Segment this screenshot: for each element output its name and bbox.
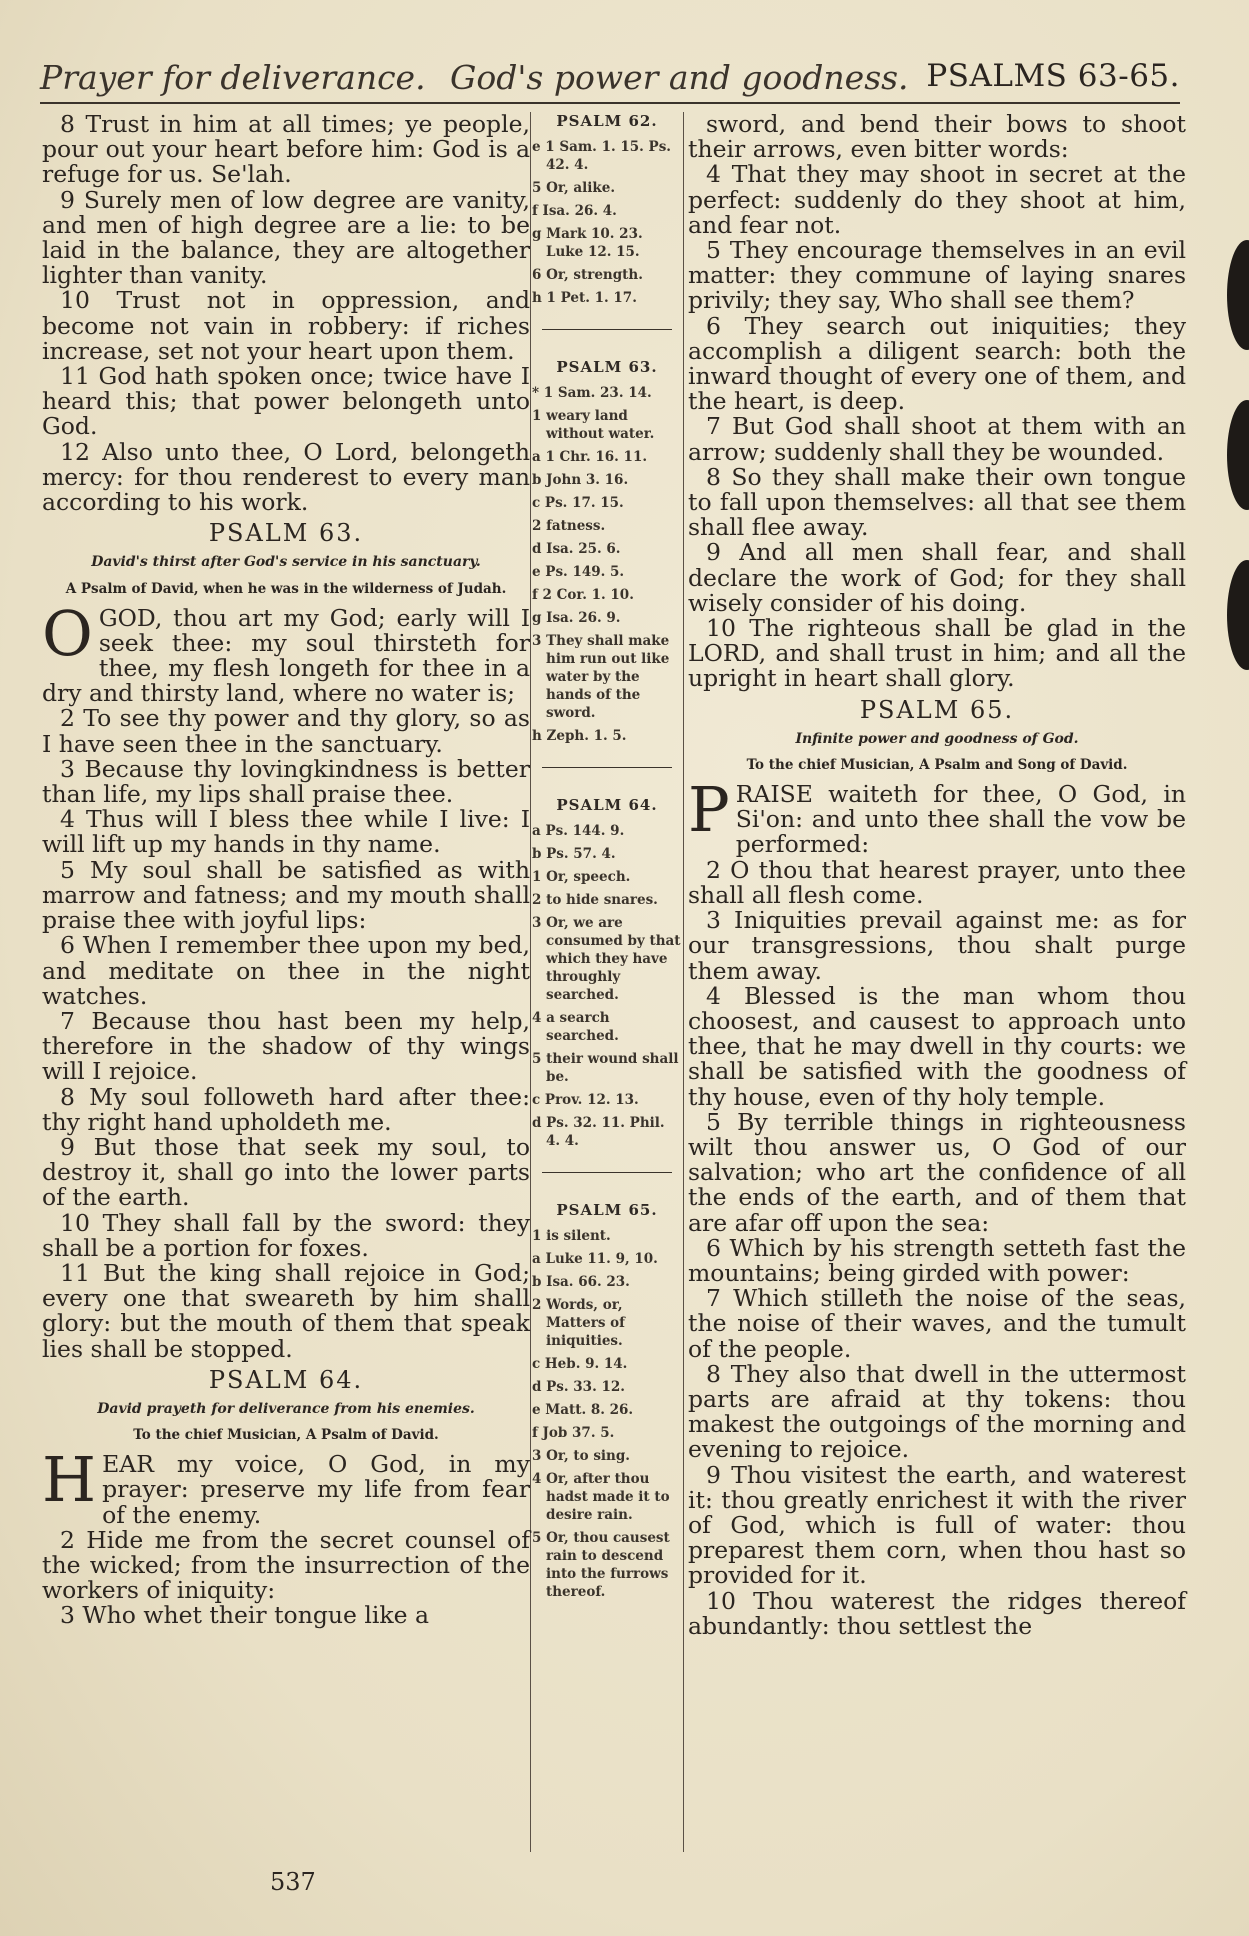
- verse: 5 My soul shall be satisfied as with marrow and fatness; and my mouth shall praise thee with joyful lips:: [42, 855, 530, 935]
- cross-reference: 6 Or, strength.: [532, 267, 643, 283]
- cross-reference: f Isa. 26. 4.: [532, 203, 617, 219]
- psalm64-verses-continued: [688, 112, 1186, 692]
- cross-reference: h Zeph. 1. 5.: [532, 728, 627, 744]
- verse: 4 Thus will I bless thee while I live: I will lift up my hands in thy name.: [42, 805, 530, 859]
- cross-reference: 2 to hide snares.: [532, 892, 658, 908]
- verse: 5 By terrible things in righteousness wilt thou answer us, O God of our salvation; who art the confidence of all the ends of the earth, and of them that are afar off upon the sea:: [688, 1107, 1186, 1237]
- thumb-index-tab[interactable]: [1227, 400, 1249, 510]
- cross-reference: a 1 Chr. 16. 11.: [532, 449, 648, 465]
- psalm64-verse-1: [42, 1443, 530, 1529]
- verse: 5 They encourage themselves in an evil matter: they commune of laying snares privily; they say, Who shall see them?: [688, 236, 1186, 315]
- cross-reference: b Isa. 66. 23.: [532, 1274, 630, 1290]
- verse: 3 Iniquities prevail against me: as for our transgressions, thou shalt purge them away.: [688, 906, 1186, 985]
- verse-text: GOD, thou art my God; early will I seek thee: my soul thirsteth for thee, my flesh longeth for thee in a dry and thirsty land, where no water is;: [42, 603, 530, 708]
- ref-divider: [542, 767, 672, 768]
- drop-cap: O: [42, 596, 93, 670]
- psalm65-title: PSALM 65.: [859, 695, 1015, 724]
- psalm65-verses: [688, 855, 1186, 1640]
- verse: 10 Thou waterest the ridges thereof abundantly: thou settlest the: [688, 1586, 1186, 1640]
- cross-reference: e Matt. 8. 26.: [532, 1402, 634, 1418]
- psalm64-title: PSALM 64.: [208, 1365, 364, 1394]
- verse: 3 Who whet their tongue like a: [60, 1601, 430, 1630]
- cross-reference: b John 3. 16.: [532, 472, 629, 488]
- cross-reference: 1 weary land without water.: [532, 408, 655, 442]
- verse: 10 They shall fall by the sword: they shall be a portion for foxes.: [42, 1208, 530, 1262]
- drop-cap: H: [42, 1443, 97, 1517]
- ref-divider: [542, 1172, 672, 1173]
- cross-reference: 4 Or, after thou hadst made it to desire rain.: [532, 1471, 670, 1523]
- psalm63-verse-1: [42, 596, 530, 708]
- ref-list: [532, 1227, 682, 1601]
- cross-reference: f 2 Cor. 1. 10.: [532, 587, 634, 603]
- psalm64-verses: [42, 1525, 530, 1630]
- verse: 8 My soul followeth hard after thee: thy right hand upholdeth me.: [42, 1082, 530, 1136]
- thumb-index-tab[interactable]: [1227, 560, 1249, 670]
- ref-psalm62-label: PSALM 62.: [556, 112, 658, 130]
- header-middle: God's power and goodness.: [450, 58, 909, 97]
- verse: sword, and bend their bows to shoot their arrows, even bitter words:: [688, 110, 1186, 164]
- cross-reference: * 1 Sam. 23. 14.: [532, 385, 652, 401]
- psalm63-title: PSALM 63.: [208, 519, 364, 548]
- verse: 9 Surely men of low degree are vanity, and men of high degree are a lie: to be laid in the balance, they are altogether lighter than vanity.: [42, 185, 530, 290]
- cross-reference: e 1 Sam. 1. 15. Ps. 42. 4.: [532, 139, 671, 173]
- verse: 2 To see thy power and thy glory, so as I have seen thee in the sanctuary.: [42, 704, 530, 758]
- verse: 10 The righteous shall be glad in the LORD, and shall trust in him; and all the upright in heart shall glory.: [688, 614, 1186, 693]
- column-divider: [683, 112, 684, 1852]
- cross-reference: 5 their wound shall be.: [532, 1051, 679, 1085]
- cross-reference: e Ps. 149. 5.: [532, 564, 625, 580]
- drop-cap: P: [688, 773, 730, 847]
- cross-reference: f Job 37. 5.: [532, 1425, 615, 1441]
- cross-reference: 2 fatness.: [532, 518, 606, 534]
- verse: 4 That they may shoot in secret at the perfect: suddenly do they shoot at him, and fear not.: [688, 160, 1186, 239]
- cross-reference: 5 Or, alike.: [532, 180, 616, 196]
- cross-reference: 3 Or, to sing.: [532, 1448, 631, 1464]
- verse: 3 Because thy lovingkindness is better than life, my lips shall praise thee.: [42, 754, 530, 809]
- cross-reference: d Ps. 33. 12.: [532, 1379, 625, 1395]
- ref-psalm63-label: PSALM 63.: [556, 358, 658, 376]
- cross-reference: g Isa. 26. 9.: [532, 610, 621, 626]
- verse: 7 Which stilleth the noise of the seas, the noise of their waves, and the tumult of the people.: [688, 1284, 1186, 1363]
- verse: 2 Hide me from the secret counsel of the wicked; from the insurrection of the workers of iniquity:: [42, 1525, 530, 1605]
- verse: 8 They also that dwell in the uttermost parts are afraid at thy tokens: thou makest the outgoings of the morning and evening to rejoice.: [688, 1359, 1186, 1464]
- psalm63-verses: [42, 706, 530, 1361]
- cross-reference: 1 is silent.: [532, 1228, 611, 1244]
- verse: 8 Trust in him at all times; ye people, pour out your heart before him: God is a refuge for us. Se'lah.: [42, 110, 530, 189]
- psalm64-superscription: To the chief Musician, A Psalm of David.: [133, 1427, 439, 1444]
- verse: 7 Because thou hast been my help, therefore in the shadow of thy wings will I rejoice.: [42, 1006, 530, 1086]
- left-text-column: [42, 112, 530, 1629]
- cross-reference: c Prov. 12. 13.: [532, 1092, 639, 1108]
- cross-reference-column: [532, 112, 682, 1852]
- psalm64-subtitle: David prayeth for deliverance from his enemies.: [97, 1400, 475, 1417]
- cross-reference: 2 Words, or, Matters of iniquities.: [532, 1297, 625, 1349]
- verse: 10 Trust not in oppression, and become not vain in robbery: if riches increase, set not your heart upon them.: [42, 286, 530, 365]
- psalm65-superscription: To the chief Musician, A Psalm and Song of David.: [746, 757, 1128, 774]
- header-rule: [40, 102, 1180, 104]
- cross-reference: 5 Or, thou causest rain to descend into the furrows thereof.: [532, 1530, 670, 1600]
- verse-text: RAISE waiteth for thee, O God, in Si'on: and unto thee shall the vow be performed:: [735, 780, 1186, 859]
- verse: 8 So they shall make their own tongue to fall upon themselves: all that see them shall flee away.: [688, 462, 1186, 542]
- psalm65-verse-1: [688, 773, 1186, 859]
- verse: 11 God hath spoken once; twice have I heard this; that power belongeth unto God.: [42, 362, 530, 441]
- cross-reference: c Heb. 9. 14.: [532, 1356, 628, 1372]
- verse: 6 They search out iniquities; they accomplish a diligent search: both the inward thought of every one of them, and the heart, is deep.: [688, 311, 1186, 416]
- verse: 2 O thou that hearest prayer, unto thee shall all flesh come.: [688, 855, 1186, 909]
- cross-reference: 1 Or, speech.: [532, 869, 631, 885]
- verse: 9 And all men shall fear, and shall declare the work of God; for they shall wisely consider of his doing.: [688, 538, 1186, 617]
- cross-reference: d Isa. 25. 6.: [532, 541, 621, 557]
- cross-reference: c Ps. 17. 15.: [532, 495, 624, 511]
- verse-text: EAR my voice, O God, in my prayer: preserve my life from fear of the enemy.: [102, 1450, 530, 1529]
- cross-reference: a Luke 11. 9, 10.: [532, 1251, 658, 1267]
- ref-divider: [542, 329, 672, 330]
- page-number: 537: [270, 1868, 316, 1896]
- verse: 12 Also unto thee, O Lord, belongeth mercy: for thou renderest to every man according to his work.: [42, 437, 530, 517]
- ref-psalm65-label: PSALM 65.: [556, 1201, 658, 1219]
- thumb-index-tab[interactable]: [1227, 240, 1249, 350]
- cross-reference: g Mark 10. 23. Luke 12. 15.: [532, 226, 643, 260]
- verse: 4 Blessed is the man whom thou choosest, and causest to approach unto thee, that he may dwell in thy courts: we shall be satisfied with the goodness of thy house, even of thy holy temple.: [688, 981, 1186, 1111]
- cross-reference: b Ps. 57. 4.: [532, 846, 616, 862]
- ref-list: [532, 384, 682, 745]
- cross-reference: 4 a search searched.: [532, 1010, 619, 1044]
- verse: 11 But the king shall rejoice in God; every one that sweareth by him shall glory: but the mouth of them that speak lies shall be stopped.: [42, 1258, 530, 1363]
- ref-list: [532, 138, 682, 307]
- header-left: Prayer for deliverance.: [40, 58, 426, 97]
- verse: 7 But God shall shoot at them with an arrow; suddenly shall they be wounded.: [688, 412, 1186, 466]
- cross-reference: a Ps. 144. 9.: [532, 823, 625, 839]
- verse: 6 Which by his strength setteth fast the mountains; being girded with power:: [688, 1233, 1186, 1287]
- psalm63-superscription: A Psalm of David, when he was in the wilderness of Judah.: [65, 580, 507, 597]
- cross-reference: d Ps. 32. 11. Phil. 4. 4.: [532, 1115, 665, 1149]
- verse: 9 Thou visitest the earth, and waterest it: thou greatly enrichest it with the river of God, which is full of water: thou preparest them corn, when thou hast so provided for it.: [688, 1460, 1186, 1590]
- ref-psalm64-label: PSALM 64.: [556, 796, 658, 814]
- verse: 6 When I remember thee upon my bed, and meditate on thee in the night watches.: [42, 931, 530, 1010]
- running-header: [40, 58, 1180, 108]
- ref-list: [532, 822, 682, 1150]
- cross-reference: 3 Or, we are consumed by that which they have throughly searched.: [532, 915, 681, 1003]
- psalm62-verses: [42, 112, 530, 515]
- header-book-chapter: PSALMS 63-65.: [926, 58, 1180, 94]
- column-divider: [530, 112, 531, 1852]
- verse: 9 But those that seek my soul, to destroy it, shall go into the lower parts of the earth.: [42, 1132, 530, 1212]
- psalm63-subtitle: David's thirst after God's service in his sanctuary.: [91, 554, 481, 571]
- right-text-column: [688, 112, 1186, 1639]
- cross-reference: 3 They shall make him run out like water by the hands of the sword.: [532, 633, 670, 721]
- psalm65-subtitle: Infinite power and goodness of God.: [795, 730, 1079, 747]
- cross-reference: h 1 Pet. 1. 17.: [532, 290, 637, 306]
